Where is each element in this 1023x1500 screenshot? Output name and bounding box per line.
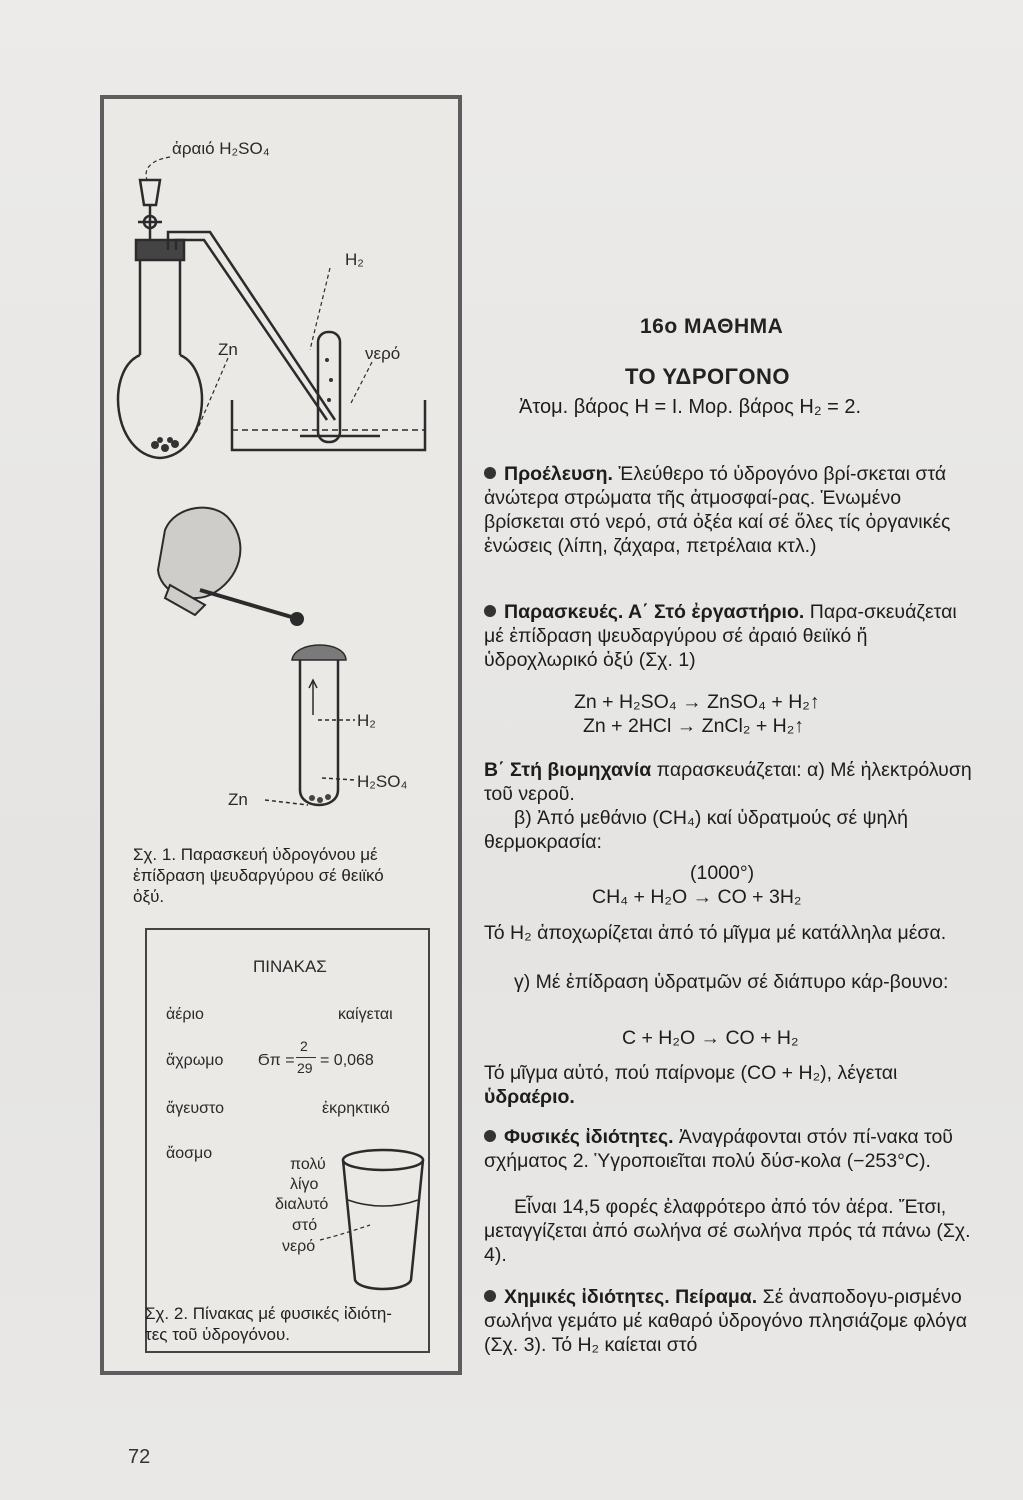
table-row3-right: ἐκρηκτικό [322,1100,390,1117]
bullet-icon [484,467,496,479]
water-gas-term: ὑδραέριο. [484,1086,575,1108]
bullet-icon [484,1130,496,1142]
glass-label-1: πολύ [290,1156,326,1173]
figure1-caption-line1: Σχ. 1. Παρασκευή ὑδρογόνου μέ [133,845,378,864]
table-row2-left: ἄχρωμο [166,1052,224,1069]
industry-text: παρασκευάζεται: α) Μέ ἠλεκτρόλυση τοῦ νεροῦ. [484,759,972,805]
glass-label-4: στό [292,1217,318,1234]
industry-heading: Β΄ Στή βιομηχανία [484,759,652,781]
figure1-caption-line3: ὀξύ. [133,887,165,906]
fraction-numerator: 2 [300,1038,308,1054]
table-row4-left: ἄοσμο [166,1145,213,1162]
zinc-label-top: Zn [218,340,238,359]
lesson-title: ΤΟ ΥΔΡΟΓΟΝΟ [625,364,790,389]
sulfuric-acid-label: H₂SO₄ [357,772,408,791]
relative-density-prefix: Ϭπ = [258,1052,295,1069]
preparation-text: Παρα-σκευάζεται μέ ἐπίδραση ψευδαργύρου σέ ἀραιό θειϊκό ἤ ὑδροχλωρικό ὀξύ (Σχ. 1) [484,601,957,671]
table-row3-left: ἄγευστο [166,1100,224,1117]
glass-label-2: λίγο [290,1176,319,1193]
acid-label: ἀραιό H₂SO₄ [172,139,270,158]
figure2-caption-line2: τες τοῦ ὑδρογόνου. [145,1325,290,1344]
figure1-caption-line2: ἐπίδραση ψευδαργύρου σέ θειϊκό [133,866,384,885]
fraction-denominator: 29 [297,1060,313,1076]
water-label: νερό [365,344,401,363]
page-number: 72 [128,1446,151,1468]
equation-methane: CH₄ + H₂O → CO + 3H₂ [592,886,802,908]
carbon-paragraph: γ) Μέ ἐπίδραση ὑδρατμῶν σέ διάπυρο κάρ-βουνο: [514,971,949,993]
origin-text: Ἐλεύθερο τό ὑδρογόνο βρί-σκεται στά ἀνώτερα στρώματα τῆς ἀτμοσφαί-ρας. Ἑνωμένο βρίσκεται στό νερό, στά ὀξέα καί σέ ὅλες τίς ὀργανικές ἐνώσεις (λίπη, ζάχαρα, πετρέλαια κτλ.) [484,463,951,557]
physical-properties-paragraph [484,1125,976,1173]
water-gas-text: Τό μῖγμα αὐτό, πού παίρνομε (CO + H₂), λέγεται [484,1062,898,1084]
zinc-label-tube: Zn [228,790,248,809]
bullet-icon [484,1290,496,1302]
relative-density-value: = 0,068 [320,1052,374,1069]
equation-zinc-sulfuric: Zn + H₂SO₄ → ZnSO₄ + H₂↑ [574,691,820,713]
physical-properties-heading: Φυσικές ἰδιότητες. [504,1126,674,1148]
reaction-temperature: (1000°) [690,862,755,884]
glass-label-3: διαλυτό [275,1196,329,1213]
hydrogen-label-tube: H₂ [357,711,376,730]
equation-carbon: C + H₂O → CO + H₂ [622,1027,799,1049]
figure2-caption-line1: Σχ. 2. Πίνακας μέ φυσικές ἰδιότη- [145,1304,392,1323]
preparation-paragraph [484,600,976,672]
origin-heading: Προέλευση. [504,463,613,485]
industry-paragraph [484,758,976,806]
water-gas-paragraph [484,1061,976,1109]
hydrogen-label-top: H₂ [345,250,364,269]
lesson-number: 16ο ΜΑΘΗΜΑ [640,315,784,338]
table-row1-left: ἀέριο [166,1006,204,1023]
chemical-properties-text: Σέ ἀναποδογυ-ρισμένο σωλήνα γεμάτο μέ καθαρό ὑδρογόνο πλησιάζομε φλόγα (Σχ. 3). Τό H₂ καίεται στό [484,1286,968,1356]
table-row1-right: καίγεται [338,1006,393,1023]
separation-paragraph: Τό H₂ ἀποχωρίζεται ἀπό τό μῖγμα μέ κατάλληλα μέσα. [484,922,947,944]
bullet-icon [484,605,496,617]
preparation-heading: Παρασκευές. Α΄ Στό ἐργαστήριο. [504,601,805,623]
physical-properties-text: Ἀναγράφονται στόν πί-νακα τοῦ σχήματος 2. Ὑγροποιεῖται πολύ δύσ-κολα (−253°C). [484,1126,953,1172]
equation-zinc-hydrochloric: Zn + 2HCl → ZnCl₂ + H₂↑ [583,715,805,737]
origin-paragraph [484,462,976,558]
chemical-properties-heading: Χημικές ἰδιότητες. Πείραμα. [504,1286,758,1308]
table-title: ΠΙΝΑΚΑΣ [253,957,327,976]
figure2-caption [145,1303,392,1345]
chemical-properties-paragraph [484,1285,976,1357]
methane-paragraph: β) Ἀπό μεθάνιο (CH₄) καί ὑδρατμούς σέ ψηλή θερμοκρασία: [484,807,908,853]
glass-label-5: νερό [282,1238,316,1255]
atomic-weights: Ἀτομ. βάρος Η = Ι. Μορ. βάρος Η₂ = 2. [519,396,862,418]
lighter-than-air-paragraph: Εἶναι 14,5 φορές ἐλαφρότερο ἀπό τόν ἀέρα. Ἔτσι, μεταγγίζεται ἀπό σωλήνα σέ σωλήνα πρός τά πάνω (Σχ. 4). [484,1196,971,1266]
